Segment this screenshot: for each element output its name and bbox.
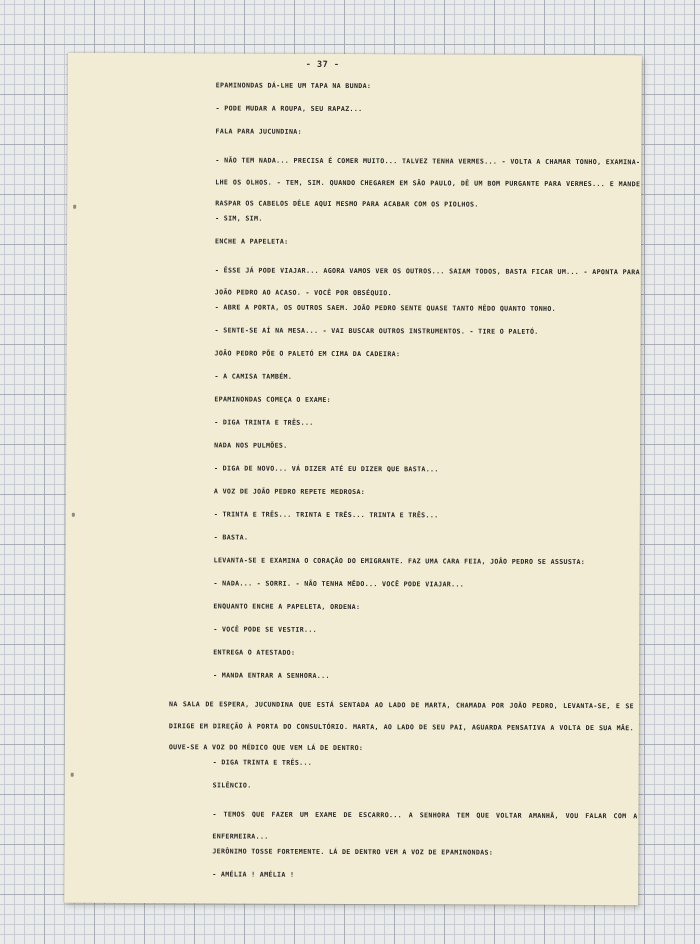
typed-paragraph: - AMÉLIA ! AMÉLIA ! (212, 870, 295, 879)
typed-paragraph: - ABRE A PORTA, OS OUTROS SAEM. JOÃO PEDRO SENTE QUASE TANTO MÊDO QUANTO TONHO. (214, 303, 557, 313)
typed-paragraph: - TEMOS QUE FAZER UM EXAME DE ESCARRO... A SENHORA TEM QUE VOLTAR AMANHÃ, VOU FALAR COM A ENFERMEIRA... (212, 810, 638, 841)
typed-paragraph: ENQUANTO ENCHE A PAPELETA, ORDENA: (213, 602, 361, 612)
punch-hole-bottom (71, 773, 74, 777)
typed-paragraph: JOÃO PEDRO PÕE O PALETÓ EM CIMA DA CADEIRA: (214, 349, 401, 359)
typed-paragraph: ENCHE A PAPELETA: (215, 237, 289, 246)
typed-paragraph: LEVANTA-SE E EXAMINA O CORAÇÃO DO EMIGRANTE. FAZ UMA CARA FEIA, JOÃO PEDRO SE ASSUSTA: (213, 556, 586, 567)
typed-paragraph: - PODE MUDAR A ROUPA, SEU RAPAZ... (215, 104, 363, 114)
typed-paragraph: - ÊSSE JÁ PODE VIAJAR... AGORA VAMOS VER OS OUTROS... SAIAM TODOS, BASTA FICAR UM... - APONTA PARA JOÃO PEDRO AO ACASO. - VOCÊ POR OBSÉQUIO. (214, 266, 640, 297)
typed-paragraph: - NADA... - SORRI. - NÃO TENHA MÊDO... VOCÊ PODE VIAJAR... (213, 579, 465, 589)
typed-paragraph: - SIM, SIM. (215, 214, 263, 223)
typed-paragraph: EPAMINONDAS DÁ-LHE UM TAPA NA BUNDA: (215, 81, 372, 91)
typed-paragraph: A VOZ DE JOÃO PEDRO REPETE MEDROSA: (213, 487, 366, 497)
typed-paragraph: - VOCÊ PODE SE VESTIR... (213, 625, 318, 634)
typed-paragraph: - SENTE-SE AÍ NA MESA... - VAI BUSCAR OUTROS INSTRUMENTOS. - TIRE O PALETÓ. (214, 326, 539, 336)
typed-paragraph: - DIGA DE NOVO... VÁ DIZER ATÉ EU DIZER QUE BASTA... (214, 464, 439, 474)
typed-paragraph: SILÊNCIO. (212, 781, 252, 790)
typed-paragraph: EPAMINONDAS COMEÇA O EXAME: (214, 395, 332, 404)
typed-paragraph: - DIGA TRINTA E TRÊS... (214, 418, 314, 427)
typed-paragraph: JERÔNIMO TOSSE FORTEMENTE. LÁ DE DENTRO VEM A VOZ DE EPAMINONDAS: (212, 847, 494, 857)
typed-paragraph: - BASTA. (213, 533, 249, 542)
punch-hole-top (73, 205, 76, 209)
typed-paragraph: ENTREGA O ATESTADO: (213, 648, 296, 657)
page-number: - 37 - (305, 59, 340, 70)
typewritten-page (64, 53, 642, 905)
typed-paragraph: NA SALA DE ESPERA, JUCUNDINA QUE ESTÁ SENTADA AO LADO DE MARTA, CHAMADA POR JOÃO PEDRO, LEVANTA-SE, E SE DIRIGE EM DIREÇÃO À PORTA DO CONSULTÓRIO. MARTA, AO LADO DE SEU PAI, AGUARDA PENSATIVA A VOLTA DE SUA MÃE. OUVE-SE A VOZ DO MÉDICO QUE VEM LÁ DE DENTRO: (168, 700, 635, 753)
typed-paragraph: - MANDA ENTRAR A SENHORA... (213, 671, 330, 680)
typed-paragraph: FALA PARA JUCUNDINA: (215, 127, 302, 136)
typed-paragraph: NADA NOS PULMÕES. (214, 441, 288, 450)
typed-paragraph: - NÃO TEM NADA... PRECISA É COMER MUITO... TALVEZ TENHA VERMES... - VOLTA A CHAMAR TONHO, EXAMINA-LHE OS OLHOS. - TEM, SIM. QUANDO CHEGAREM EM SÃO PAULO, DÊ UM BOM PURGANTE PARA VERMES... E MANDE RASPAR OS CABELOS DÊLE AQUI MESMO PARA ACABAR COM OS PIOLHOS. (215, 156, 641, 209)
typed-paragraph: - A CAMISA TAMBÉM. (214, 372, 293, 381)
typed-paragraph: - DIGA TRINTA E TRÊS... (212, 758, 313, 767)
punch-hole-middle (72, 513, 75, 517)
typed-paragraph: - TRINTA E TRÊS... TRINTA E TRÊS... TRINTA E TRÊS... (213, 510, 439, 520)
